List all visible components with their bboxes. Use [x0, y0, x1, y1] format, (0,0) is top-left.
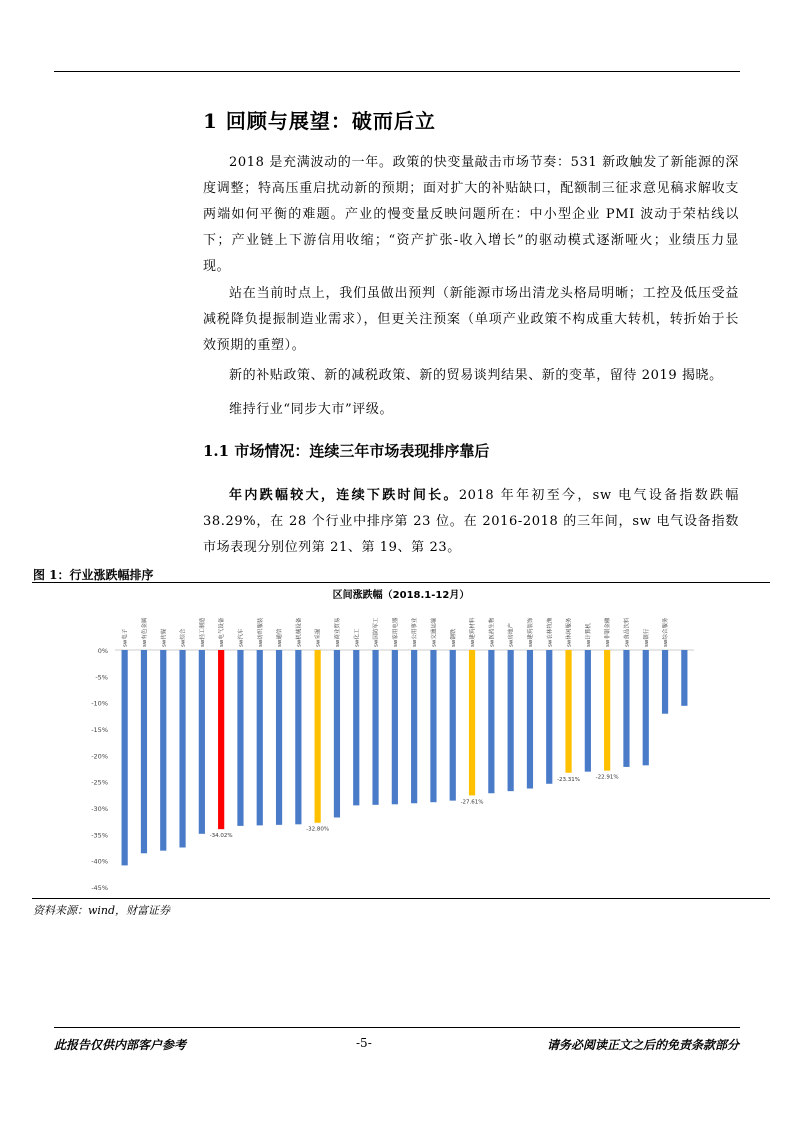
data-label: -34.02%	[209, 833, 233, 840]
category-label: sw采掘	[315, 628, 322, 647]
bar	[372, 650, 378, 805]
bar	[353, 650, 359, 805]
y-tick-label: -35%	[91, 831, 108, 840]
paragraph-1: 2018 是充满波动的一年。政策的快变量敲击市场节奏：531 新政触发了新能源的深度调整；特高压重启扰动新的预期；面对扩大的补贴缺口，配额制三征求意见稿求解收支两端如何平衡的难题。产业的慢变量反映问题所在：中小型企业 PMI 波动于荣枯线以下；产业链上下游信用收缩；“资产扩张-收入增长”的驱动模式逐渐哑火；业绩压力显现。	[203, 155, 739, 274]
bar	[179, 650, 185, 848]
data-label: -22.91%	[595, 774, 619, 781]
bar-chart	[32, 584, 770, 896]
bar	[430, 650, 436, 802]
category-label: sw有色金属	[141, 617, 148, 647]
paragraph-5-body: 2018 年年初至今，sw 电气设备指数跌幅 38.29%，在 28 个行业中排序第 23 位。在 2016-2018 的三年间，sw 电气设备指数市场表现分别位列第 21、第 19、第 23。	[203, 488, 739, 555]
y-tick-label: -20%	[91, 752, 108, 761]
bar	[218, 650, 224, 829]
category-label: sw交通运输	[431, 617, 438, 647]
paragraph-2: 站在当前时点上，我们虽做出预判（新能源市场出清龙头格局明晰；工控及低压受益减税降负提振制造业需求），但更关注预案（单项产业政策不构成重大转机，转折始于长效预期的重塑）。	[203, 286, 739, 353]
bar	[392, 650, 398, 804]
category-label: sw医药生物	[489, 617, 496, 647]
data-label: -32.80%	[306, 826, 330, 833]
paragraph-5-lead: 年内跌幅较大，连续下跌时间长。	[229, 488, 459, 503]
y-tick-label: -10%	[91, 699, 108, 708]
category-label: sw银行	[643, 628, 650, 647]
bar	[488, 650, 494, 793]
category-label: sw家用电器	[392, 617, 399, 647]
category-label: sw纺织服装	[257, 617, 264, 647]
source-note: 资料来源：wind，财富证券	[33, 904, 171, 917]
bar	[315, 650, 321, 823]
page-number: -5-	[356, 1036, 372, 1050]
bar	[469, 650, 475, 795]
y-tick-label: -40%	[91, 857, 108, 866]
bar	[141, 650, 147, 853]
bar	[508, 650, 514, 791]
category-label: sw食品饮料	[624, 617, 631, 647]
data-label: -27.61%	[460, 799, 484, 806]
category-label: sw公用事业	[412, 617, 419, 647]
chart-container	[32, 584, 770, 896]
bar	[276, 650, 282, 825]
top-rule	[54, 71, 740, 72]
y-tick-label: -45%	[91, 884, 108, 892]
y-tick-label: -15%	[91, 726, 108, 734]
category-label: sw农林牧渔	[547, 617, 554, 647]
figure-bottom-rule	[32, 898, 770, 899]
footer-disclaimer-right: 请务必阅读正文之后的免责条款部分	[546, 1038, 739, 1052]
bar	[585, 650, 591, 772]
chart-title: 区间涨跌幅（2018.1-12月）	[332, 590, 470, 601]
category-label: sw化工	[354, 628, 361, 647]
category-label: sw通信	[277, 628, 284, 647]
bar	[237, 650, 243, 826]
category-label: sw电气设备	[219, 617, 226, 647]
bar	[604, 650, 610, 771]
category-label: sw建筑材料	[470, 617, 477, 647]
section-heading-1-1: 1.1 市场情况：连续三年市场表现排序靠后	[203, 442, 490, 460]
paragraph-5	[203, 483, 739, 561]
figure-top-rule	[32, 582, 770, 583]
bar	[199, 650, 205, 834]
section-heading-1: 1 回顾与展望：破而后立	[203, 109, 436, 133]
category-label: sw汽车	[238, 628, 245, 647]
bar	[411, 650, 417, 803]
bar	[295, 650, 301, 824]
category-label: sw钢铁	[450, 628, 457, 647]
y-tick-label: -25%	[91, 778, 108, 787]
bar	[565, 650, 571, 773]
category-label: sw机械设备	[296, 617, 303, 647]
category-label: sw综合服务	[663, 617, 670, 647]
category-label: sw休闲服务	[566, 617, 573, 647]
bar	[450, 650, 456, 801]
bar	[122, 650, 128, 865]
bar	[334, 650, 340, 817]
category-label: sw建筑装饰	[527, 617, 534, 647]
bar	[546, 650, 552, 784]
category-label: sw传媒	[161, 628, 168, 647]
category-label: sw房地产	[508, 623, 515, 647]
bar	[662, 650, 668, 714]
y-tick-label: -30%	[91, 805, 108, 813]
y-tick-label: -5%	[95, 673, 108, 682]
footer-disclaimer-left: 此报告仅供内部客户参考	[54, 1038, 187, 1052]
bar	[681, 650, 687, 706]
category-label: sw轻工制造	[199, 617, 206, 647]
category-label: sw非银金融	[605, 617, 612, 647]
y-tick-label: 0%	[97, 647, 108, 655]
category-label: sw电子	[122, 628, 129, 647]
figure-title: 图 1：行业涨跌幅排序	[33, 568, 154, 582]
paragraph-4: 维持行业“同步大市”评级。	[229, 402, 394, 417]
bar	[257, 650, 263, 825]
bar	[160, 650, 166, 851]
bar	[623, 650, 629, 767]
bar	[527, 650, 533, 789]
bottom-rule	[54, 1027, 740, 1028]
category-label: sw国防军工	[373, 617, 380, 647]
data-label: -23.31%	[557, 776, 581, 783]
category-label: sw计算机	[585, 623, 592, 647]
bar	[643, 650, 649, 765]
category-label: sw商业贸易	[334, 617, 341, 647]
category-label: sw综合	[180, 628, 187, 647]
paragraph-3: 新的补贴政策、新的减税政策、新的贸易谈判结果、新的变革，留待 2019 揭晓。	[229, 368, 723, 383]
